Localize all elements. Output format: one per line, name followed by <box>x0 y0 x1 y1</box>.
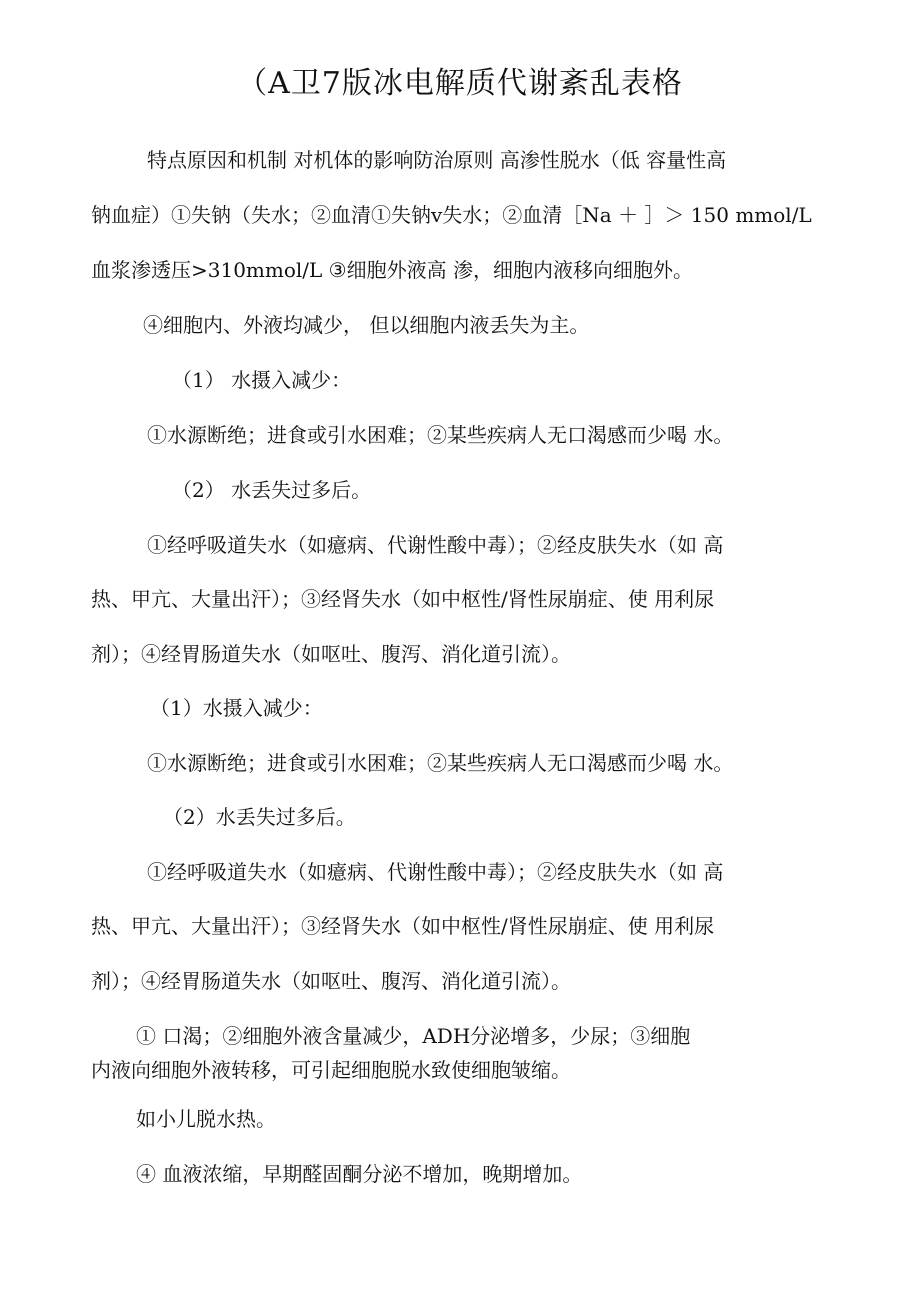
paragraph-line: 热、甲亢、大量出汗）；③经肾失水（如中枢性/肾性尿崩症、使 用利尿 <box>91 587 715 611</box>
paragraph-line: 热、甲亢、大量出汗）；③经肾失水（如中枢性/肾性尿崩症、使 用利尿 <box>91 914 715 938</box>
document-title: （A卫7版冰电解质代谢紊乱表格 <box>237 66 683 101</box>
list-item: （1）水摄入减少： <box>150 696 323 720</box>
paragraph-line: ④细胞内、外液均减少， 但以细胞内液丢失为主。 <box>143 313 590 337</box>
paragraph-line: ④ 血液浓缩，早期醛固酮分泌不增加，晚期增加。 <box>136 1162 583 1186</box>
paragraph-line: 钠血症）①失钠（失水；②血清①失钠v失水；②血清［Na ＋ ］＞ 150 mmol/L <box>91 203 812 227</box>
paragraph-line: 剂）；④经胃肠道失水（如呕吐、腹泻、消化道引流）。 <box>91 969 571 993</box>
paragraph-line: 血浆渗透压>310mmol/L ③细胞外液高 渗，细胞内液移向细胞外。 <box>91 258 693 282</box>
paragraph-line: 剂）；④经胃肠道失水（如呕吐、腹泻、消化道引流）。 <box>91 642 571 666</box>
paragraph-line: 如小儿脱水热。 <box>136 1107 276 1131</box>
paragraph-line: ①经呼吸道失水（如癔病、代谢性酸中毒）；②经皮肤失水（如 高 <box>147 533 724 557</box>
paragraph-line: ① 口渴；②细胞外液含量减少，ADH分泌增多，少尿；③细胞 <box>136 1024 691 1048</box>
list-item: （1） 水摄入减少： <box>172 368 352 392</box>
list-item: （2） 水丢失过多后。 <box>172 478 372 502</box>
paragraph-line: 内液向细胞外液转移，可引起细胞脱水致使细胞皱缩。 <box>91 1058 571 1082</box>
paragraph-line: ①水源断绝；进食或引水困难；②某些疾病人无口渴感而少喝 水。 <box>147 751 734 775</box>
list-item: （2）水丢失过多后。 <box>163 805 356 829</box>
paragraph-line: ①经呼吸道失水（如癔病、代谢性酸中毒）；②经皮肤失水（如 高 <box>147 860 724 884</box>
paragraph-line: 特点原因和机制 对机体的影响防治原则 高渗性脱水（低 容量性高 <box>147 148 727 172</box>
paragraph-line: ①水源断绝；进食或引水困难；②某些疾病人无口渴感而少喝 水。 <box>147 423 734 447</box>
